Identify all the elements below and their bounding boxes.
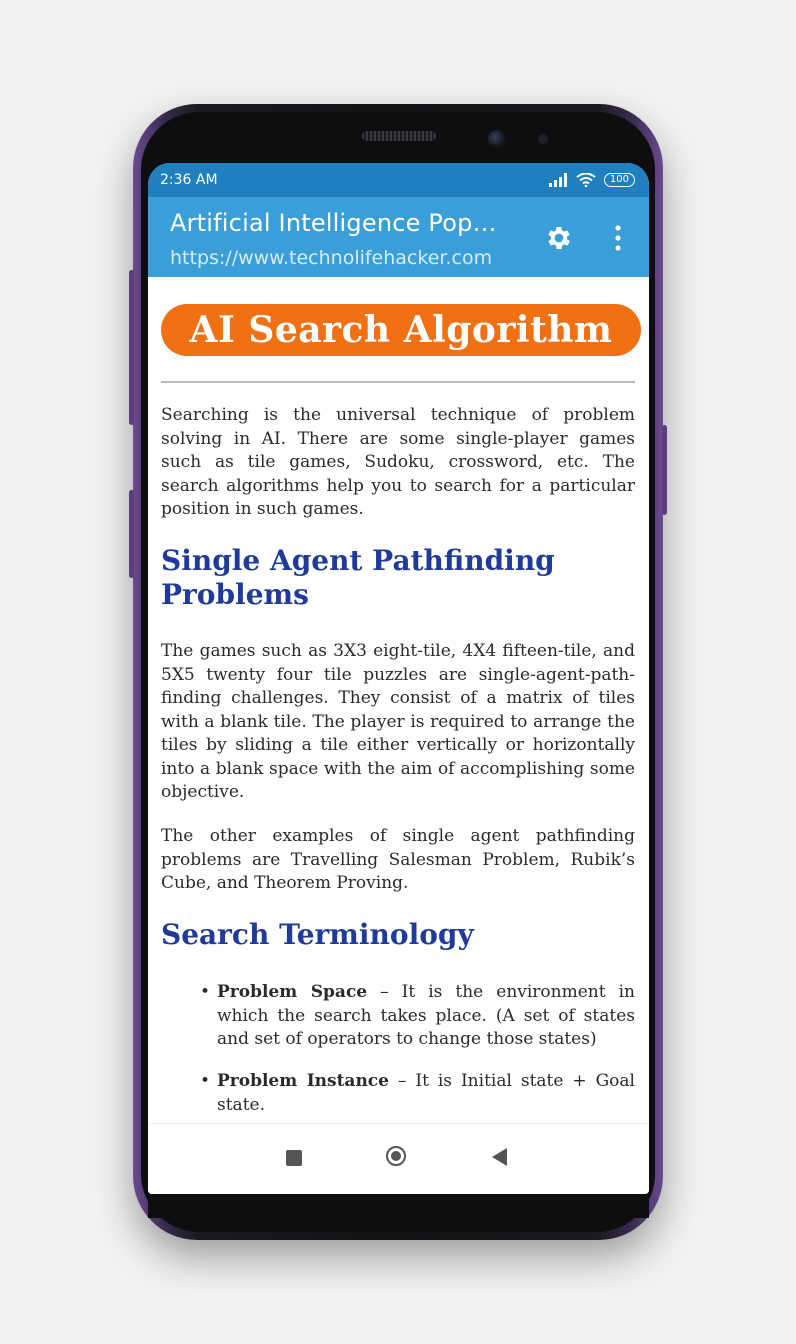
bullet-text: – It is the environment in which the search takes place. (A set of states and set of operators to change those states) [217,982,635,1049]
app-bar-title: Artificial Intelligence Pop… [170,209,497,237]
phone-screen [148,163,649,1194]
article-content[interactable] [148,277,649,1123]
power-button [662,425,667,515]
square-icon[interactable] [286,1150,302,1166]
article-banner-title: AI Search Algorithm [161,304,641,356]
signal-icon [548,173,568,187]
phone-chin [148,1194,649,1218]
proximity-sensor [538,134,548,144]
pathfinding-paragraph-1: The games such as 3X3 eight-tile, 4X4 fifteen-tile, and 5X5 twenty four tile puzzles are single-agent-path-finding challenges. They consist of a matrix of tiles with a blank tile. The player is required to arrange the tiles by sliding a tile either vertically or horizontally into a blank space with the aim of accomplishing some objective. [161,641,635,802]
list-item [217,981,635,1052]
section-heading-pathfinding: Single Agent Pathfinding Problems [161,544,555,611]
app-bar-url: https://www.technolifehacker.com [170,247,493,269]
gear-icon[interactable] [544,223,574,253]
status-bar [148,163,649,197]
volume-button [129,270,134,425]
earpiece-speaker [362,131,436,141]
status-time: 2:36 AM [160,172,218,188]
section-heading-terminology: Search Terminology [161,918,474,951]
bullet-term: Problem Instance [217,1071,389,1091]
intro-paragraph: Searching is the universal technique of problem solving in AI. There are some single-player games such as tile games, Sudoku, crossword, etc. The search algorithms help you to search for a particular position in such games. [161,405,635,519]
list-item [217,1070,635,1117]
wifi-icon [576,173,596,187]
more-vert-icon[interactable] [610,223,626,253]
app-bar [148,197,649,277]
divider [161,381,635,383]
circle-icon[interactable] [386,1146,406,1166]
status-icons [548,173,635,187]
triangle-back-icon[interactable] [492,1148,507,1166]
navigation-bar [148,1123,649,1194]
bullet-term: Problem Space [217,982,368,1002]
battery-indicator: 100 [604,173,635,187]
bullet-text: – It is Initial state + Goal state. [217,1071,635,1115]
front-camera [488,130,506,148]
pathfinding-paragraph-2: The other examples of single agent pathfinding problems are Travelling Salesman Problem, Rubik’s Cube, and Theorem Proving. [161,826,635,893]
bixby-button [129,490,134,578]
